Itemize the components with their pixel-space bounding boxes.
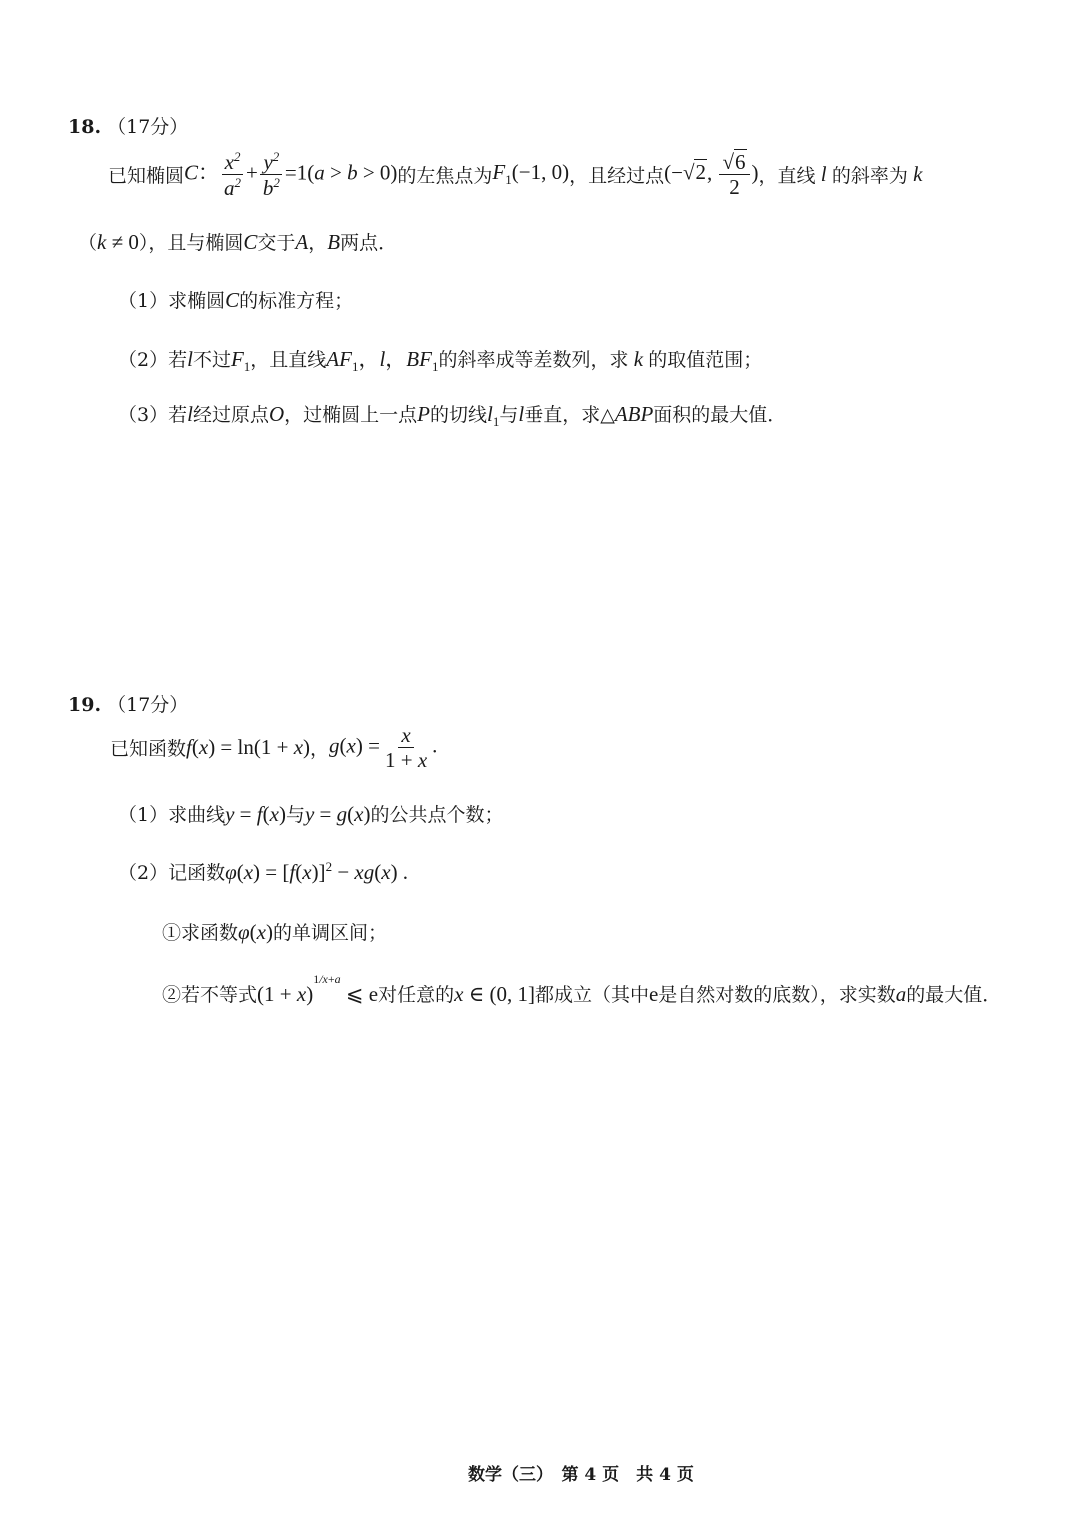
q19-score: （17分） [107, 694, 189, 716]
q19-header [68, 690, 188, 717]
q18-header [68, 112, 188, 139]
q18-stem-line1: 已知椭圆 C： $\frac{x^2}{a^2}$ + $\frac{y^2}{b^2}$ =1(a > b > 0) 的左焦点为 $F_1(-1$, 0) ，且经过点 (−√2, $\frac{√6}{2}$ ) ，直线 l 的斜率为 k [108, 149, 923, 201]
q18-part1: （1）求椭圆C的标准方程； [118, 288, 354, 312]
q19-stem: 已知函数 f(x) = ln(1 + x) ， g(x) = $\frac{x}{1 + x}$ . [110, 723, 438, 773]
q19-sub1: ①求函数φ(x)的单调区间； [162, 920, 387, 944]
q19-part1: （1）求曲线y = f(x)与y = g(x)的公共点个数； [118, 802, 504, 826]
ellipse-equation: C： $\frac{x^2}{a^2}$ + $\frac{y^2}{b^2}$ =1(a > b > 0) [184, 149, 398, 201]
q19-number: 19. [68, 694, 102, 716]
q18-number: 18. [68, 116, 102, 138]
q19-part2: （2）记函数$\varphi(x) = [f(x)]^2 - xg(x)$ . [118, 859, 409, 884]
page-footer: 数学（三） 第 4 页 共 4 页 [468, 1465, 694, 1485]
q18-stem-line2: （k ≠ 0），且与椭圆C交于A，B两点． [78, 230, 398, 254]
q18-part2: （2）若l不过$F_1$，且直线$AF_1$，l，$BF_1$的斜率成等差数列，求 k 的取值范围； [118, 347, 763, 375]
q18-part3: （3）若l经过原点O，过椭圆上一点P的切线$l_1$与l垂直，求△ABP面积的最大值． [118, 402, 787, 430]
q19-sub2: ②若不等式$(1 + x)^{1/x+a}$ ⩽ e对任意的x ∈ (0, 1]都成立（其中e是自然对数的底数），求实数a的最大值． [162, 972, 1002, 1006]
q18-score: （17分） [107, 116, 189, 138]
